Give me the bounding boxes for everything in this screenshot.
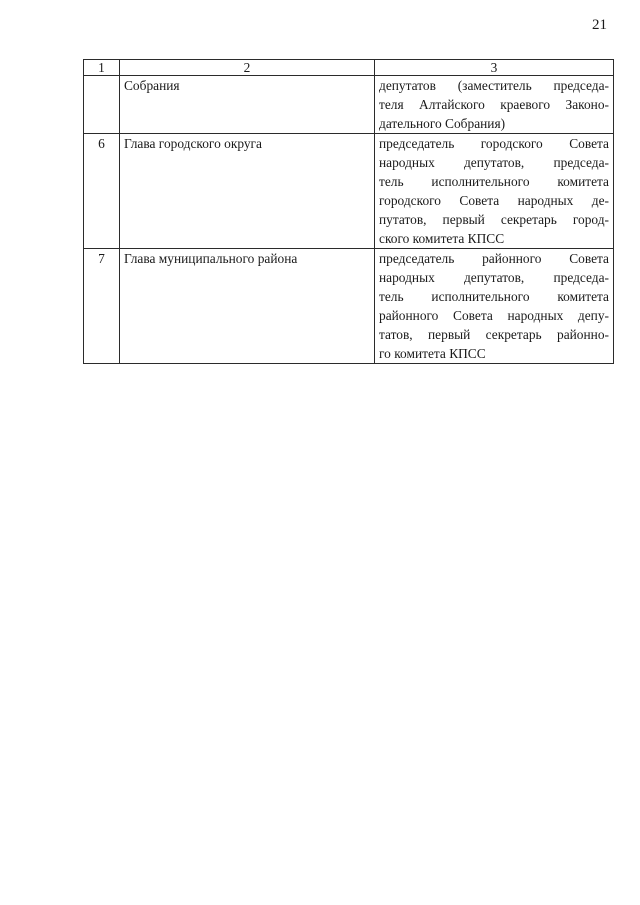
table-row: [84, 249, 614, 364]
column-header-2: 2: [120, 60, 375, 76]
former-position: [375, 134, 614, 249]
former-position-line: председатель районного Совета: [379, 251, 609, 266]
former-position-line: путатов, первый секретарь город-: [379, 212, 609, 227]
position-name: Собрания: [120, 76, 375, 134]
former-position-line: тель исполнительного комитета: [379, 289, 609, 304]
former-position-line: го комитета КПСС: [379, 346, 486, 361]
row-number: 6: [84, 134, 120, 249]
former-position-line: ского комитета КПСС: [379, 231, 505, 246]
row-number: 7: [84, 249, 120, 364]
position-name: Глава городского округа: [120, 134, 375, 249]
position-name: Глава муниципального района: [120, 249, 375, 364]
former-position-line: районного Совета народных депу-: [379, 308, 609, 323]
row-number: [84, 76, 120, 134]
former-position-line: народных депутатов, председа-: [379, 270, 609, 285]
column-header-1: 1: [84, 60, 120, 76]
page-number: 21: [592, 17, 607, 33]
former-position-line: тель исполнительного комитета: [379, 174, 609, 189]
former-position-line: татов, первый секретарь районно-: [379, 327, 609, 342]
former-position: [375, 249, 614, 364]
former-position-line: народных депутатов, председа-: [379, 155, 609, 170]
former-position-line: депутатов (заместитель председа-: [379, 78, 609, 93]
former-position-line: городского Совета народных де-: [379, 193, 609, 208]
positions-table: [83, 59, 614, 364]
former-position-line: дательного Собрания): [379, 116, 506, 131]
column-header-3: 3: [375, 60, 614, 76]
former-position-line: председатель городского Совета: [379, 136, 609, 151]
table-row: [84, 134, 614, 249]
table-header-row: [84, 60, 614, 76]
table-row: [84, 76, 614, 134]
former-position: [375, 76, 614, 134]
former-position-line: теля Алтайского краевого Законо-: [379, 97, 609, 112]
